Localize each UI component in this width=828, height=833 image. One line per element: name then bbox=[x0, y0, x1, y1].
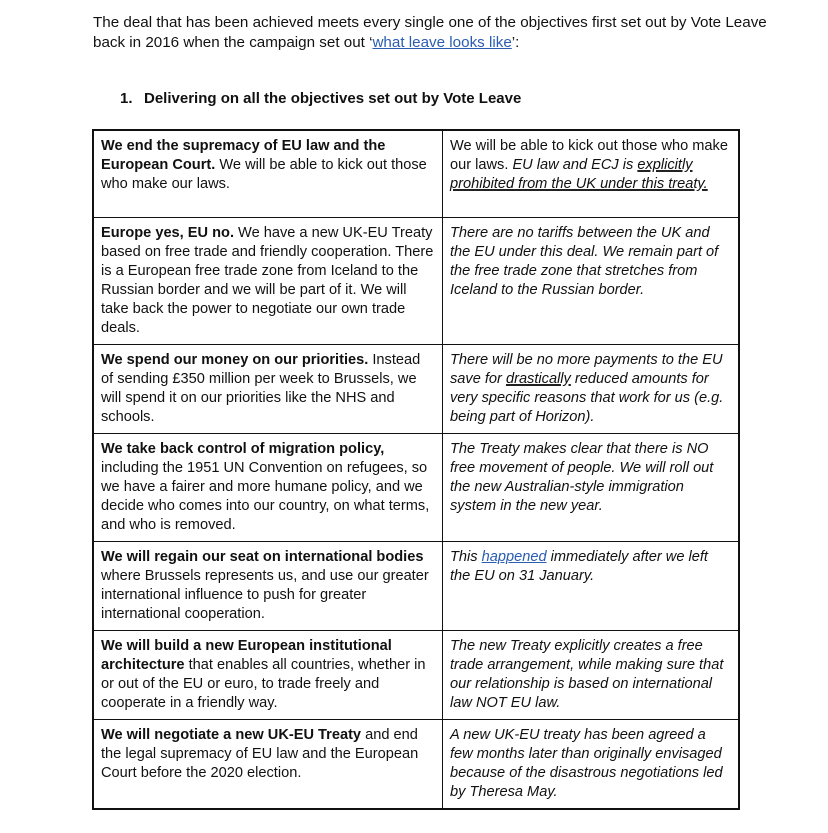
section-heading bbox=[120, 90, 521, 107]
outcome-italic: There will be no more payments to the EU save for bbox=[450, 351, 723, 387]
objective-cell bbox=[93, 433, 443, 541]
section-title: Delivering on all the objectives set out by Vote Leave bbox=[144, 90, 522, 107]
outcome-cell bbox=[443, 130, 740, 217]
what-leave-looks-like-link[interactable]: what leave looks like bbox=[372, 34, 512, 51]
objective-bold: Europe yes, EU no. bbox=[101, 224, 234, 241]
objective-cell bbox=[93, 719, 443, 809]
intro-text-after: ’: bbox=[511, 34, 520, 51]
outcome-plain: We will be able to kick out those who make our laws. bbox=[450, 138, 728, 173]
objective-cell bbox=[93, 130, 443, 217]
outcome-italic: The new Treaty explicitly creates a free trade arrangement, while making sure that our relationship is based on international law NOT EU law. bbox=[450, 637, 724, 711]
objective-bold: We will build a new European institutional architecture bbox=[101, 637, 392, 673]
table-row bbox=[93, 344, 739, 433]
table-row bbox=[93, 217, 739, 344]
objective-text: We will be able to kick out those who make our laws. bbox=[101, 157, 427, 192]
outcome-cell bbox=[443, 630, 740, 719]
objective-bold: We will regain our seat on international bodies bbox=[101, 548, 424, 565]
section-number: 1. bbox=[120, 90, 133, 107]
table-row bbox=[93, 719, 739, 809]
objective-cell bbox=[93, 630, 443, 719]
objective-cell bbox=[93, 344, 443, 433]
outcome-marked: drastically bbox=[505, 370, 571, 387]
outcome-italic: The Treaty makes clear that there is NO free movement of people. We will roll out the new Australian-style immigration system in the new year. bbox=[450, 440, 714, 514]
table-row bbox=[93, 433, 739, 541]
objective-text: where Brussels represents us, and use our greater international influence to push for greater international cooperation. bbox=[101, 567, 429, 622]
outcome-cell bbox=[443, 719, 740, 809]
outcome-italic: A new UK-EU treaty has been agreed a few months later than originally envisaged because of the disastrous negotiations led by Theresa May. bbox=[450, 726, 723, 800]
objective-text: that enables all countries, whether in or out of the EU or euro, to trade freely and cooperate in a friendly way. bbox=[101, 656, 426, 711]
outcome-italic: This bbox=[450, 548, 482, 565]
objective-bold: We take back control of migration policy, bbox=[101, 440, 385, 457]
objective-text: We have a new UK-EU Treaty based on free trade and friendly cooperation. There is a European free trade zone from Iceland to the Russian border and we will be part of it. We will take back the power to negotiate our own trade deals. bbox=[101, 224, 434, 336]
objective-text: and end the legal supremacy of EU law and the European Court before the 2020 election. bbox=[101, 726, 419, 781]
table-row bbox=[93, 541, 739, 630]
outcome-marked: explicitly prohibited from the UK under this treaty. bbox=[450, 157, 708, 192]
intro-paragraph bbox=[93, 13, 793, 53]
intro-text-before: The deal that has been achieved meets every single one of the objectives first set out by Vote Leave back in 2016 when the campaign set out ‘ bbox=[93, 14, 767, 51]
outcome-italic: EU law and ECJ is bbox=[512, 157, 638, 173]
objectives-table bbox=[92, 129, 740, 810]
outcome-cell bbox=[443, 541, 740, 630]
outcome-italic: There are no tariffs between the UK and the EU under this deal. We remain part of the free trade zone that stretches from Iceland to the Russian border. bbox=[450, 224, 719, 298]
objective-bold: We spend our money on our priorities. bbox=[101, 351, 369, 368]
objective-text: including the 1951 UN Convention on refugees, so we have a fairer and more humane policy, and we decide who comes into our country, on what terms, and who is removed. bbox=[101, 459, 430, 533]
table-row bbox=[93, 630, 739, 719]
outcome-cell bbox=[443, 433, 740, 541]
outcome-cell bbox=[443, 217, 740, 344]
objective-cell bbox=[93, 217, 443, 344]
objective-cell bbox=[93, 541, 443, 630]
outcome-after: immediately after we left the EU on 31 January. bbox=[450, 548, 708, 584]
objective-bold: We will negotiate a new UK-EU Treaty bbox=[101, 726, 362, 743]
outcome-after: reduced amounts for very specific reasons that work for us (e.g. being part of Horizon). bbox=[450, 370, 724, 425]
objective-bold: We end the supremacy of EU law and the European Court. bbox=[101, 138, 386, 173]
outcome-cell bbox=[443, 344, 740, 433]
happened-link[interactable]: happened bbox=[481, 548, 547, 565]
objective-text: Instead of sending £350 million per week to Brussels, we will spend it on our priorities like the NHS and schools. bbox=[101, 351, 421, 425]
table-row bbox=[93, 130, 739, 217]
